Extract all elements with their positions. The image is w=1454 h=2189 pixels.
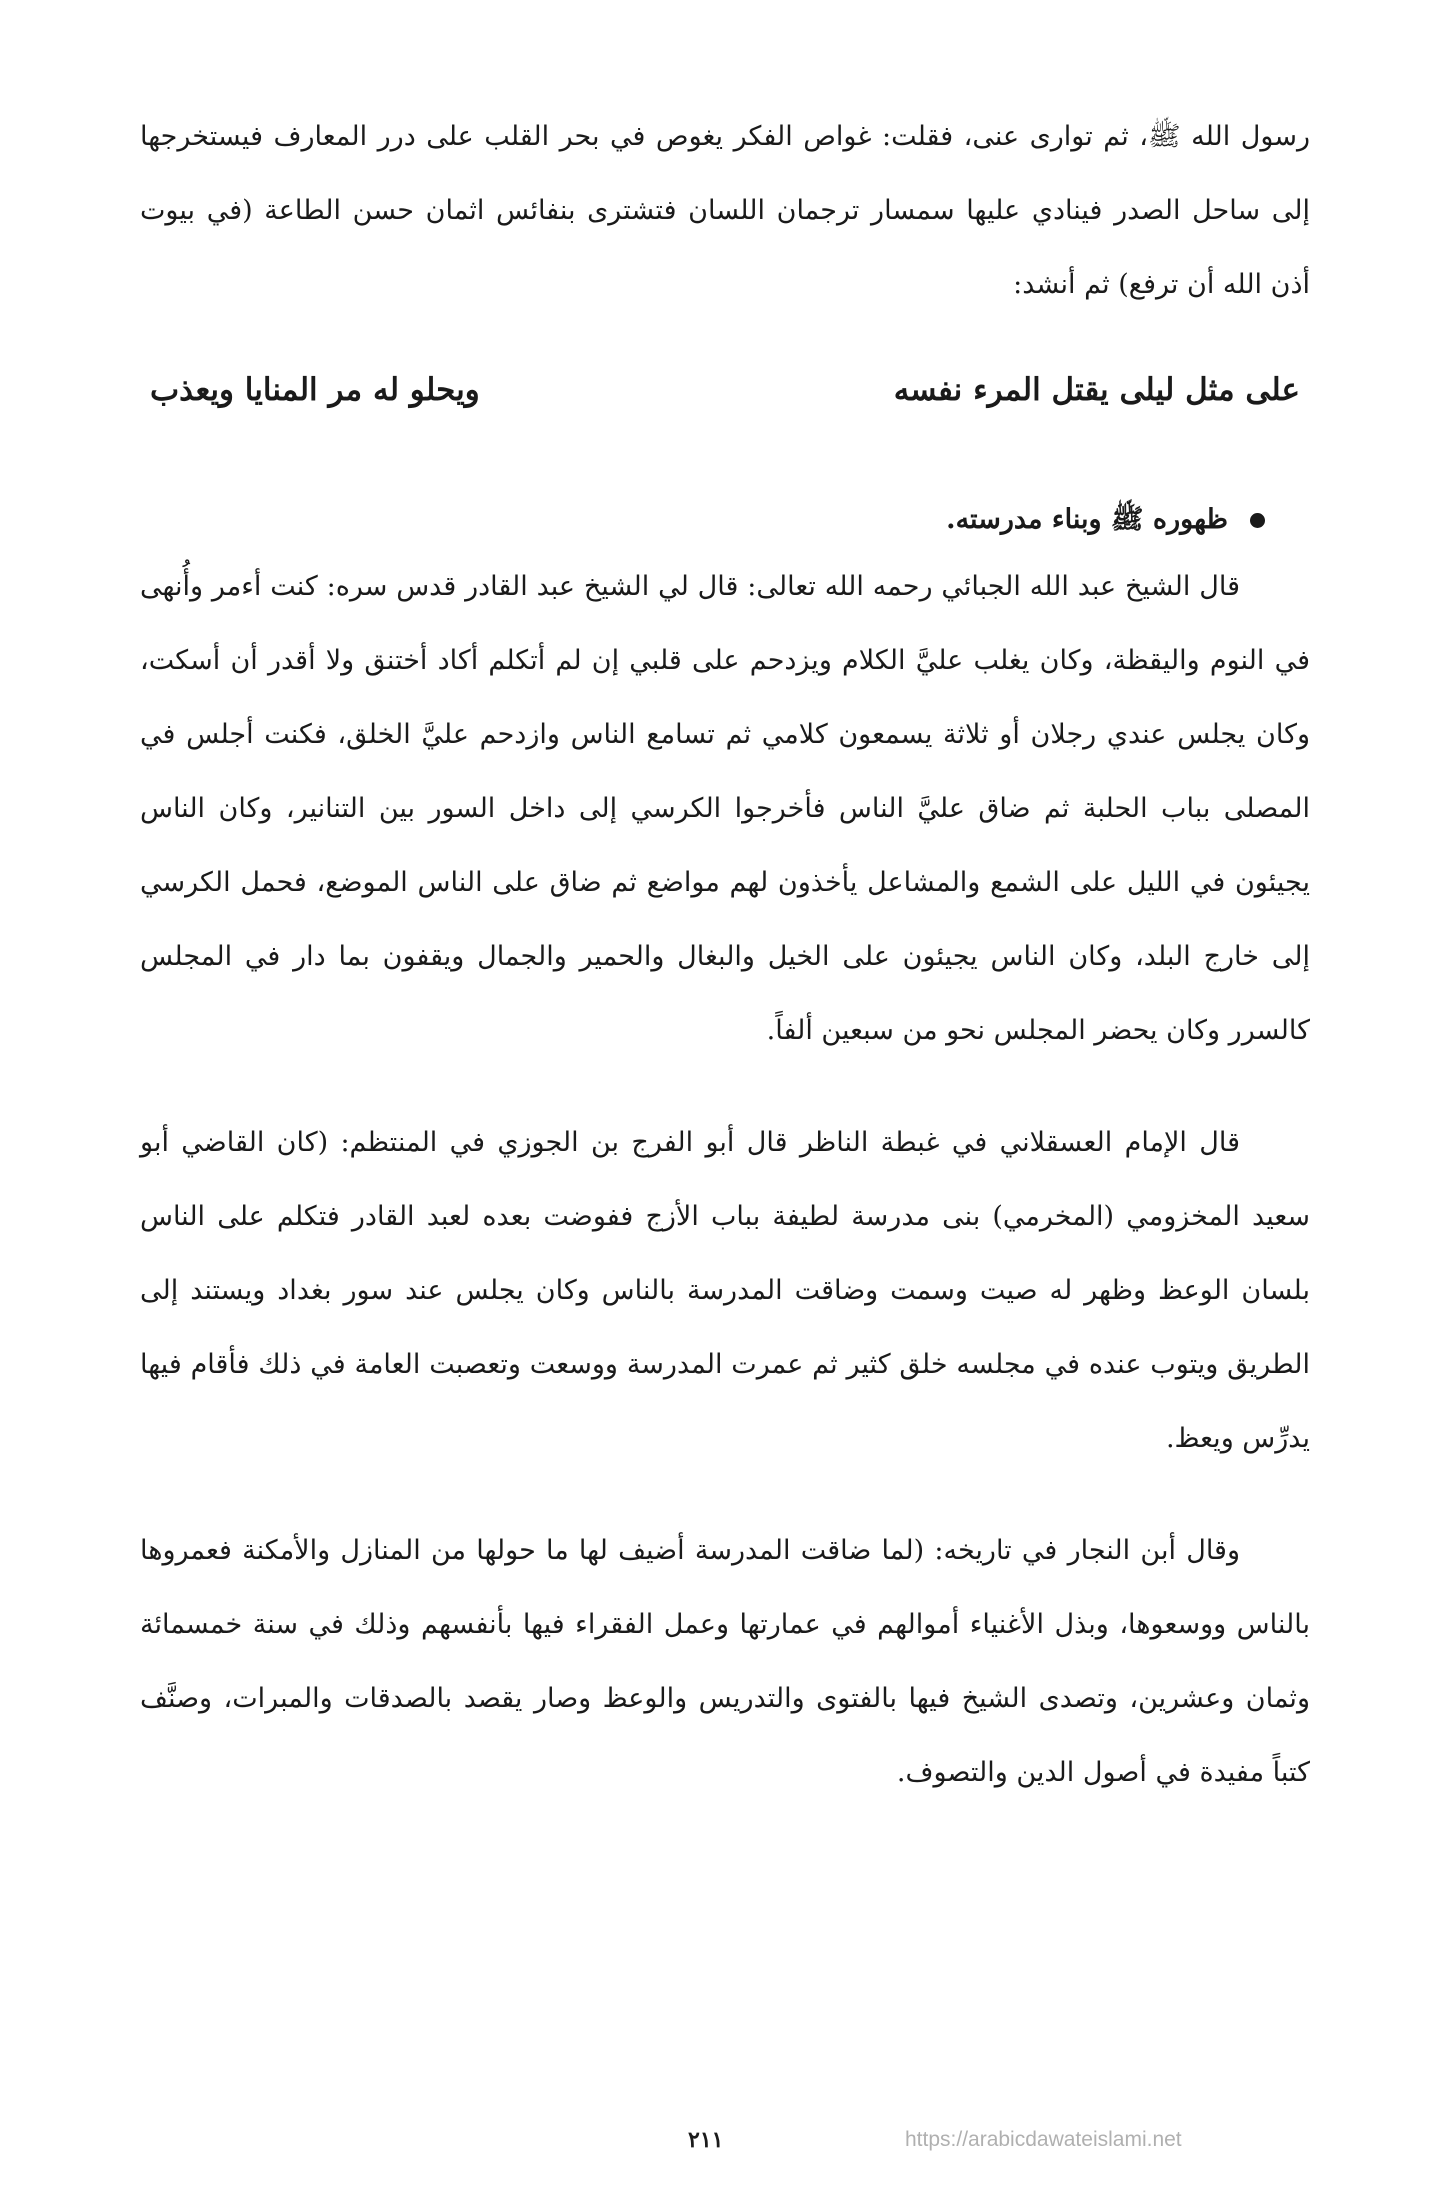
paragraph-2: قال الإمام العسقلاني في غبطة الناظر قال أبو الفرج بن الجوزي في المنتظم: (كان القاضي أبو سعيد المخزومي (المخرمي) بنى مدرسة لطيفة بباب الأزج ففوضت بعده لعبد القادر فتكلم على الناس بلسان الوعظ وظهر له صيت وسمت وضاقت المدرسة بالناس وكان يجلس عند سور بغداد ويستند إلى الطريق ويتوب عنده في مجلسه خلق كثير ثم عمرت المدرسة ووسعت وتعصبت العامة في ذلك فأقام فيها يدرِّس ويعظ. [140, 1127, 1310, 1454]
verse-second-hemistich: ويحلو له مر المنايا ويعذب [150, 372, 480, 408]
bullet-icon [1250, 513, 1265, 528]
intro-line-1: رسول الله ﷺ، ثم توارى عنى، فقلت: غواص الفكر يغوص في بحر القلب على درر المعارف [273, 121, 1310, 152]
page-content [140, 100, 1310, 1810]
section-heading [140, 490, 1310, 550]
paragraph-1: قال الشيخ عبد الله الجبائي رحمه الله تعالى: قال لي الشيخ عبد القادر قدس سره: كنت أءمر وأُنهى في النوم واليقظة، وكان يغلب عليَّ الكلام ويزدحم على قلبي إن لم أتكلم أكاد أختنق ولا أقدر أن أسكت، وكان يجلس عندي رجلان أو ثلاثة يسمعون كلامي ثم تسامع الناس وازدحم عليَّ الخلق، فكنت أجلس في المصلى بباب الحلبة ثم ضاق عليَّ الناس فأخرجوا الكرسي إلى داخل السور بين التنانير، وكان الناس يجيئون في الليل على الشمع والمشاعل يأخذون لهم مواضع ثم ضاق على الناس الموضع، فحمل الكرسي إلى خارج البلد، وكان الناس يجيئون على الخيل والبغال والحمير والجمال ويقفون بما دار في المجلس كالسرر وكان يحضر المجلس نحو من سبعين ألفاً. [140, 571, 1310, 1046]
site-url-link[interactable]: https://arabicdawateislami.net [905, 2128, 1182, 2151]
paragraph-gap [140, 1068, 1310, 1106]
section-heading-text: ظهوره ﷺ وبناء مدرسته. [946, 504, 1228, 535]
poetry-verse [140, 360, 1310, 420]
intro-line-2: فيستخرجها إلى ساحل الصدر فينادي عليها سمسار ترجمان اللسان فتشترى بنفائس اثمان [140, 121, 1310, 226]
verse-first-hemistich: على مثل ليلى يقتل المرء نفسه [893, 372, 1300, 408]
page-footer [0, 2120, 1454, 2160]
paragraph-3: وقال أبن النجار في تاريخه: (لما ضاقت المدرسة أضيف لها ما حولها من المنازل والأمكنة فعمروها بالناس ووسعوها، وبذل الأغنياء أموالهم في عمارتها وعمل الفقراء فيها بأنفسهم وذلك في سنة خمسمائة وثمان وعشرين، وتصدى الشيخ فيها بالفتوى والتدريس والوعظ وصار يقصد بالصدقات والمبرات، وصنَّف كتباً مفيدة في أصول الدين والتصوف. [140, 1535, 1310, 1788]
paragraph-gap [140, 1476, 1310, 1514]
page-number: ٢١١ [688, 2127, 724, 2153]
intro-line-3: حسن الطاعة (في بيوت أذن الله أن ترفع) ثم أنشد: [140, 195, 1310, 300]
intro-paragraph [140, 100, 1310, 322]
